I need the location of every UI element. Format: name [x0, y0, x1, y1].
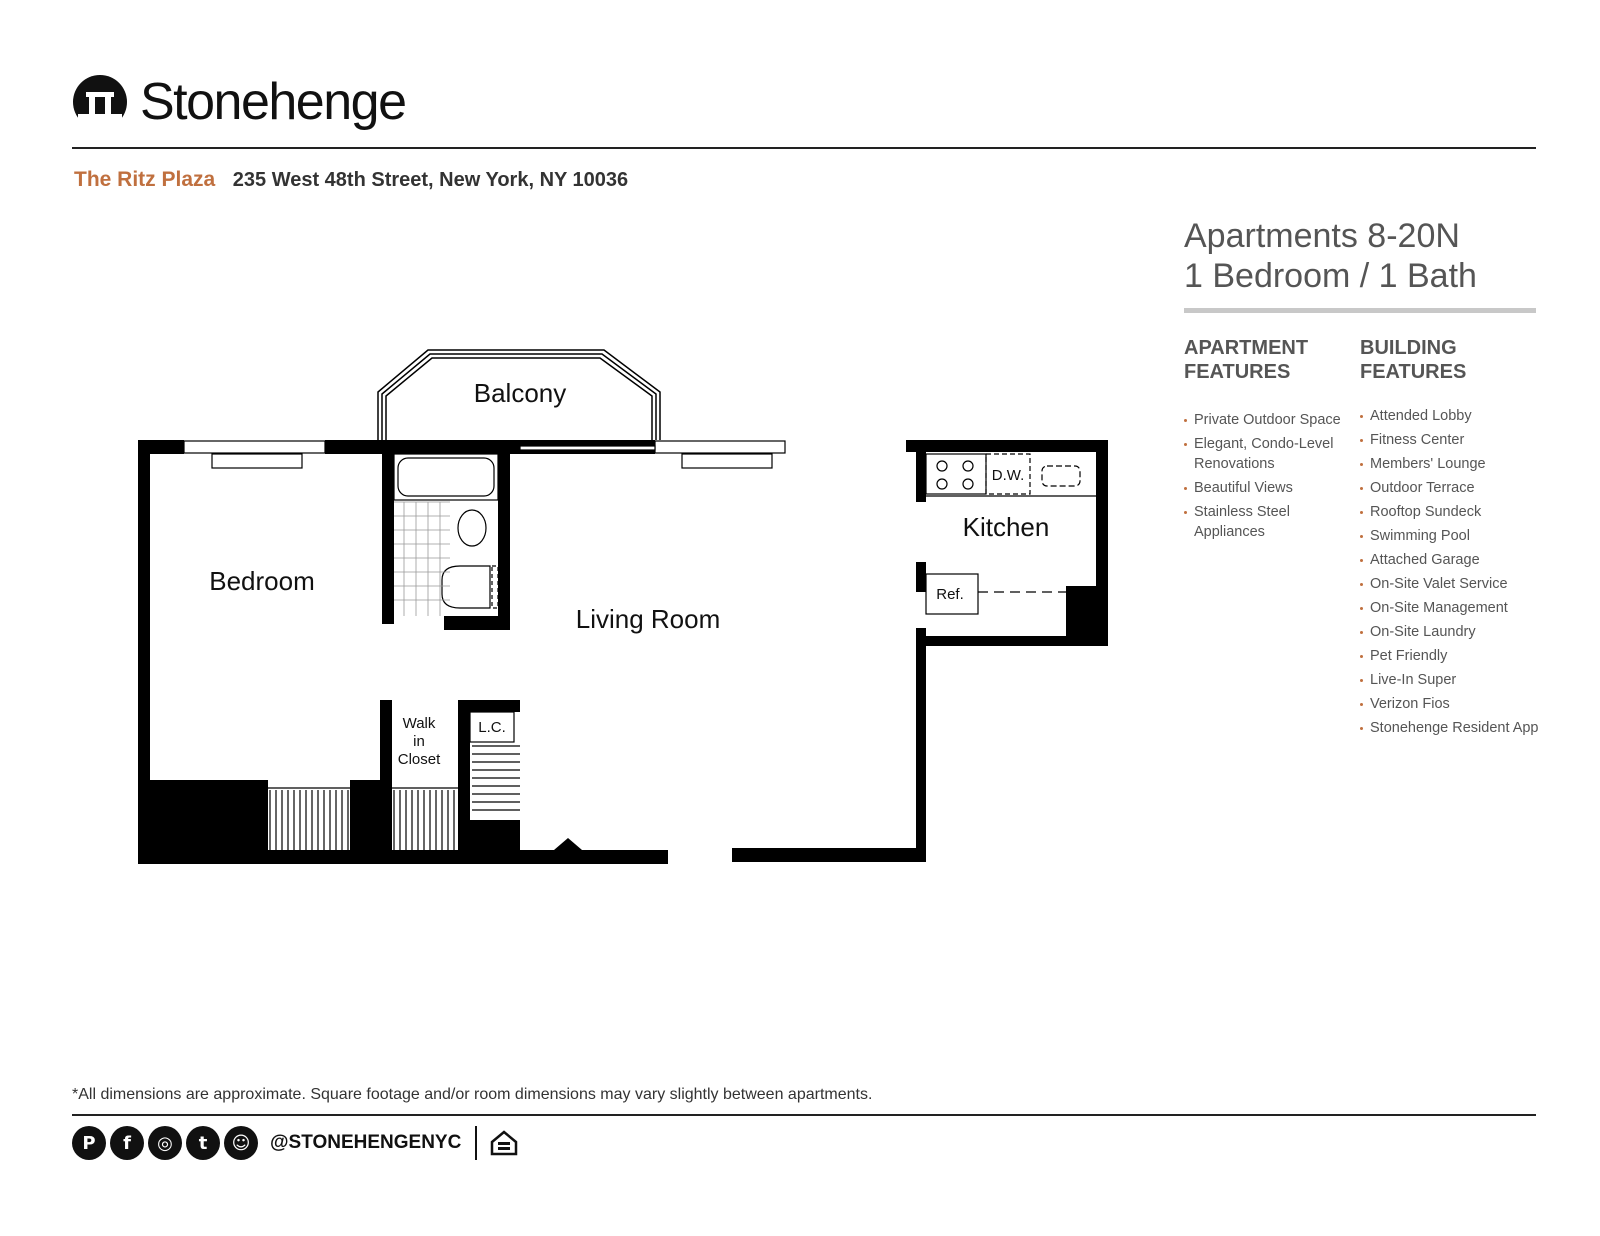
- bedroom-label: Bedroom: [209, 566, 315, 596]
- apartment-units: Apartments 8-20N: [1184, 217, 1460, 255]
- list-item: Elegant, Condo-Level Renovations: [1184, 434, 1358, 474]
- footer-divider: [72, 1114, 1536, 1116]
- wall: [1066, 586, 1108, 646]
- closet-label-line-1: Walk: [402, 715, 436, 732]
- closet-label-line-3: Closet: [397, 751, 441, 768]
- list-item: Private Outdoor Space: [1184, 410, 1358, 430]
- wall: [916, 562, 926, 592]
- wall: [732, 848, 926, 862]
- pinterest-icon[interactable]: P: [72, 1126, 106, 1160]
- sink: [1042, 466, 1080, 486]
- toilet: [458, 510, 486, 546]
- living-room-label: Living Room: [575, 604, 721, 634]
- list-item: On-Site Valet Service: [1360, 574, 1540, 594]
- list-item: Live-In Super: [1360, 670, 1540, 690]
- wall: [382, 440, 394, 624]
- list-item: Rooftop Sundeck: [1360, 502, 1540, 522]
- footer-vertical-divider: [475, 1126, 477, 1160]
- snapchat-icon[interactable]: ☺: [224, 1126, 258, 1160]
- dimensions-disclaimer: *All dimensions are approximate. Square footage and/or room dimensions may vary slightly between apartments.: [72, 1086, 873, 1103]
- property-name: The Ritz Plaza: [74, 168, 216, 191]
- twitter-icon[interactable]: t: [186, 1126, 220, 1160]
- wall: [380, 700, 392, 864]
- refrigerator-label: Ref.: [936, 586, 964, 603]
- window: [655, 441, 785, 453]
- list-item: Outdoor Terrace: [1360, 478, 1540, 498]
- kitchen-label: Kitchen: [962, 512, 1050, 542]
- window: [682, 454, 772, 468]
- list-item: Swimming Pool: [1360, 526, 1540, 546]
- list-item: Attached Garage: [1360, 550, 1540, 570]
- apartment-layout: 1 Bedroom / 1 Bath: [1184, 257, 1477, 295]
- header-divider: [72, 147, 1536, 149]
- title-underline: [1184, 308, 1536, 313]
- wall: [906, 440, 1108, 452]
- wall: [916, 628, 926, 862]
- list-item: Stonehenge Resident App: [1360, 718, 1540, 738]
- list-item: On-Site Management: [1360, 598, 1540, 618]
- building-features-list: [1360, 406, 1540, 738]
- apartment-features: [1184, 336, 1358, 546]
- wall: [444, 616, 510, 630]
- floor-plan: [120, 330, 1050, 890]
- linen-closet-label: L.C.: [478, 719, 506, 736]
- balcony-label: Balcony: [473, 378, 567, 408]
- bathtub: [394, 454, 498, 500]
- list-item: Attended Lobby: [1360, 406, 1540, 426]
- closet-label-line-2: in: [413, 733, 425, 750]
- range: [926, 454, 986, 494]
- wall: [498, 440, 510, 630]
- property-address: 235 West 48th Street, New York, NY 10036: [232, 169, 629, 191]
- wall: [458, 820, 520, 864]
- list-item: Beautiful Views: [1184, 478, 1358, 498]
- building-features-heading: BUILDING FEATURES: [1360, 337, 1467, 383]
- wall: [916, 452, 926, 502]
- window: [212, 454, 302, 468]
- footer: [72, 1126, 521, 1160]
- brand-logo[interactable]: [72, 74, 406, 130]
- brand-name: Stonehenge: [140, 73, 406, 131]
- sliding-door: [520, 446, 655, 450]
- apartment-features-heading: APARTMENT FEATURES: [1184, 337, 1309, 383]
- social-handle[interactable]: @STONEHENGENYC: [270, 1132, 462, 1153]
- list-item: On-Site Laundry: [1360, 622, 1540, 642]
- list-item: Verizon Fios: [1360, 694, 1540, 714]
- stonehenge-logo-icon: [72, 74, 128, 130]
- property-header: [74, 168, 628, 192]
- equal-housing-opportunity-icon: [487, 1126, 521, 1160]
- instagram-icon[interactable]: ◎: [148, 1126, 182, 1160]
- list-item: Fitness Center: [1360, 430, 1540, 450]
- apartment-features-list: [1184, 410, 1358, 542]
- window: [184, 441, 325, 453]
- wall: [458, 700, 520, 712]
- apartment-title: [1184, 216, 1477, 296]
- building-features: [1360, 336, 1540, 742]
- list-item: Stainless Steel Appliances: [1184, 502, 1358, 542]
- list-item: Pet Friendly: [1360, 646, 1540, 666]
- list-item: Members' Lounge: [1360, 454, 1540, 474]
- dishwasher-label: D.W.: [991, 467, 1025, 484]
- facebook-icon[interactable]: f: [110, 1126, 144, 1160]
